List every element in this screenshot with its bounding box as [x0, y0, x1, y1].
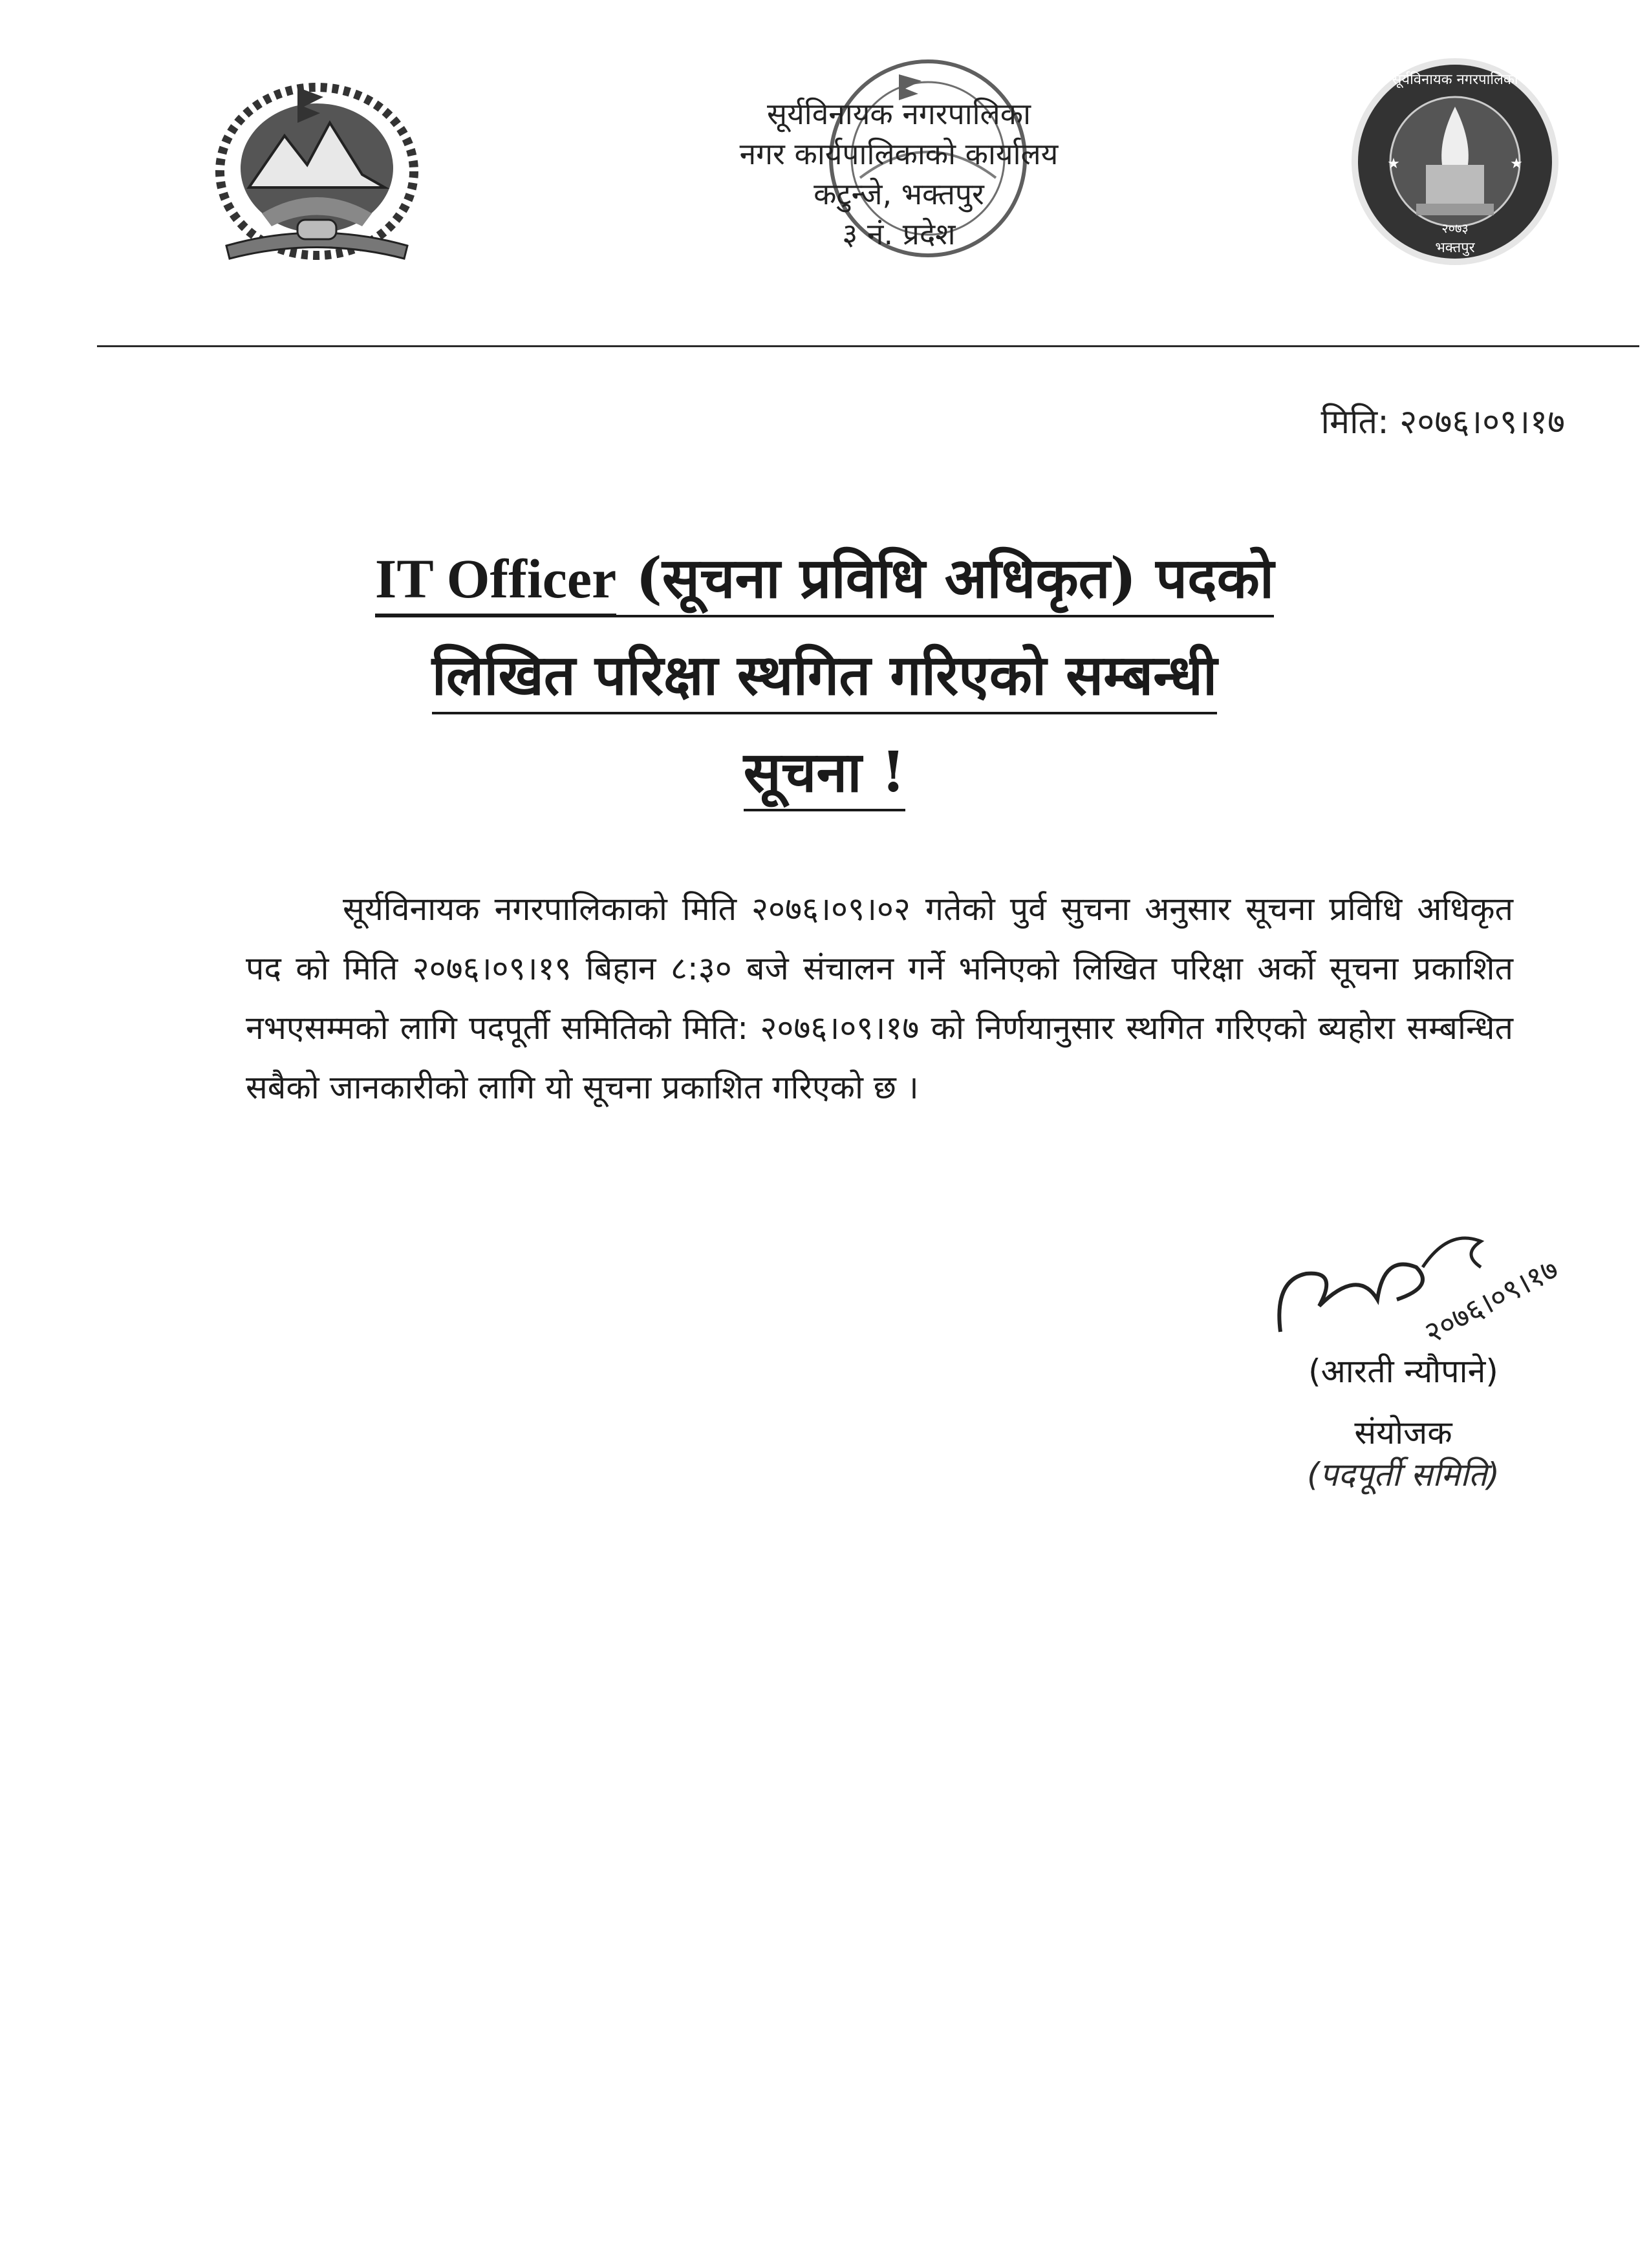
logo-top-text: सूर्यविनायक नगरपालिका	[1392, 72, 1518, 88]
svg-text:★: ★	[1510, 156, 1523, 172]
header-text-block	[673, 94, 1125, 254]
notice-title	[194, 530, 1455, 821]
signatory-committee: (पदपूर्ती समिति)	[1307, 1456, 1500, 1493]
org-name: सूर्यविनायक नगरपालिका	[767, 96, 1031, 131]
date-value: २०७६।०९।१७	[1399, 403, 1565, 442]
signatory-name: (आरती न्यौपाने)	[1308, 1353, 1498, 1390]
municipality-logo-icon	[1348, 55, 1562, 268]
date-label: मिति:	[1320, 403, 1389, 442]
svg-text:★: ★	[1387, 156, 1400, 172]
logo-bottom-text: भक्तपुर	[1435, 240, 1475, 256]
title-line-2: लिखित परिक्षा स्थगित गरिएको सम्बन्धी	[194, 627, 1455, 724]
title-line-1-rest: (सूचना प्रविधि अधिकृत) पदको	[616, 546, 1275, 611]
office-location: कटुन्जे, भक्तपुर	[814, 177, 984, 211]
title-line-3: सूचना !	[194, 724, 1455, 821]
notice-body	[246, 879, 1513, 1117]
notice-date	[1229, 398, 1565, 444]
handwritten-signature	[1267, 1203, 1591, 1358]
body-paragraph: सूर्यविनायक नगरपालिकाको मिति २०७६।०९।०२ गतेको पुर्व सुचना अनुसार सूचना प्रविधि अधिकृत पद को मिति २०७६।०९।१९ बिहान ८:३० बजे संचालन गर्ने भनिएको लिखित परिक्षा अर्को सूचना प्रकाशित नभएसम्मको लागि पदपूर्ती समितिको मिति: २०७६।०९।१७ को निर्णयानुसार स्थगित गरिएको ब्यहोरा सम्बन्धित सबैको जानकारीको लागि यो सूचना प्रकाशित गरिएको छ ।	[246, 890, 1513, 1106]
office-name: नगर कार्यपालिकाको कार्यालय	[739, 136, 1059, 171]
handwritten-date: २०७६।०९।१७	[1418, 1250, 1564, 1351]
nepal-coat-of-arms-icon	[200, 52, 433, 278]
title-line-1	[194, 530, 1455, 627]
logo-year: २०७३	[1441, 220, 1469, 236]
province-name: ३ नं. प्रदेश	[842, 217, 956, 251]
header-divider	[97, 345, 1639, 347]
signatory-role: संयोजक	[1354, 1414, 1452, 1451]
title-latin: IT Officer	[375, 548, 616, 616]
